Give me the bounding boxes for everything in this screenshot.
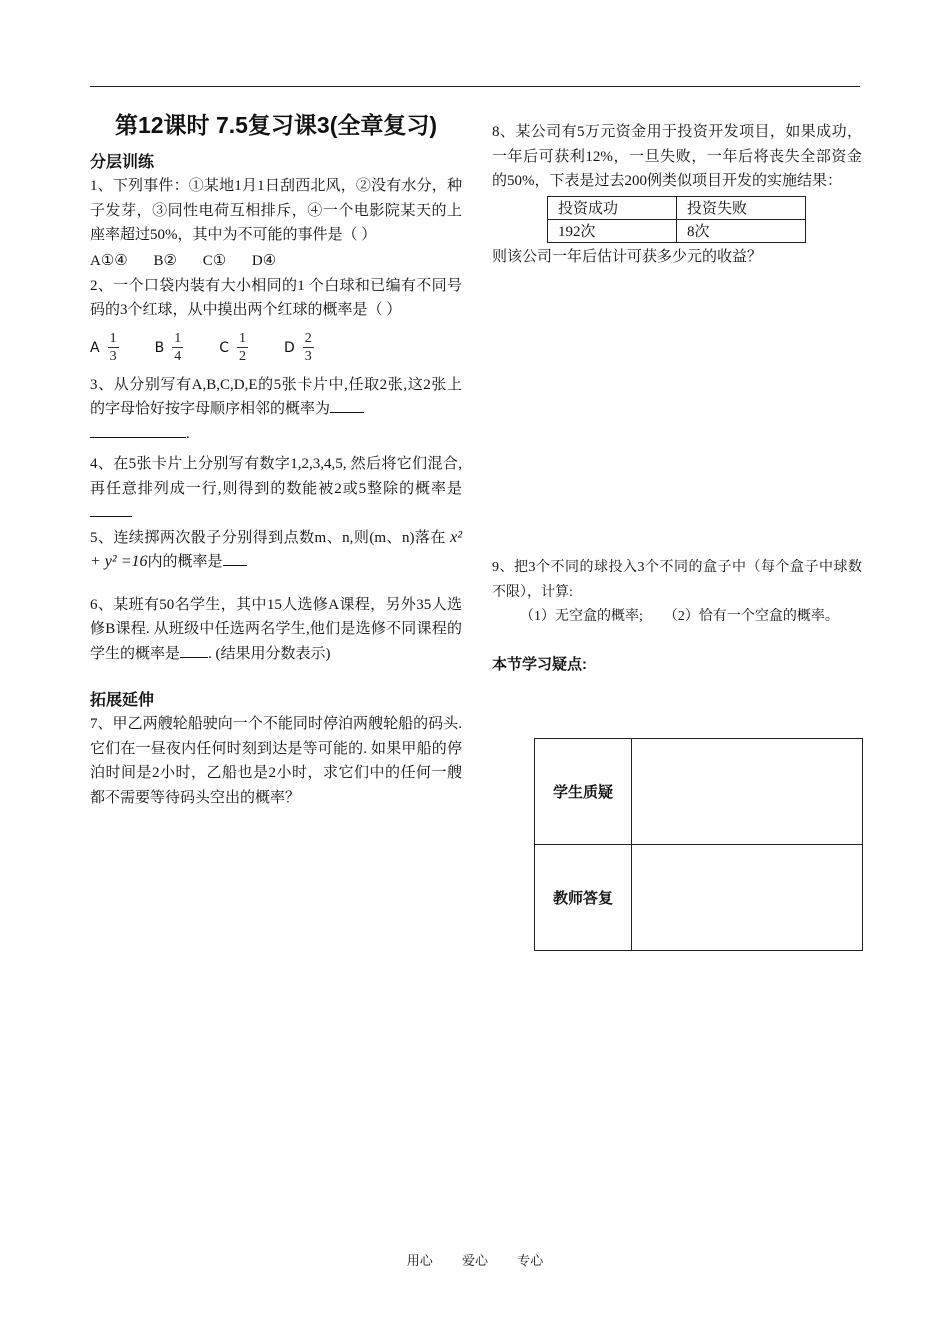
teacher-reply-label: 教师答复: [535, 845, 632, 951]
footer-item: 爱心: [461, 1253, 488, 1268]
left-column: [90, 100, 462, 810]
q6-answer-blank[interactable]: [180, 657, 208, 658]
table-row: [548, 196, 806, 219]
q2-option-a-label: A: [90, 339, 100, 356]
question-2: 2、一个口袋内装有大小相同的1 个白球和已编有不同号码的3个红球，从中摸出两个红球的概率是（ ）: [90, 277, 462, 318]
doubts-heading: 本节学习疑点:: [492, 655, 587, 673]
page-title: 第12课时 7.5复习课3(全章复习): [114, 112, 438, 138]
header-rule: [90, 86, 860, 87]
q1-option-b: B②: [153, 252, 177, 269]
question-8-prompt: 则该公司一年后估计可获多少元的收益？: [492, 248, 763, 265]
question-1: 1、下列事件：①某地1月1日刮西北风，②没有水分，种子发芽，③同性电荷互相排斥，④一个电影院某天的上座率超过50%，其中为不可能的事件是（ ）: [90, 178, 462, 243]
question-3: 3、从分别写有A,B,C,D,E的5张卡片中,任取2张,这2张上的字母恰好按字母顺序相邻的概率为 .: [90, 376, 462, 442]
q5-equation: x² + y² =16: [90, 528, 463, 570]
question-7: 7、甲乙两艘轮船驶向一个不能同时停泊两艘轮船的码头. 它们在一昼夜内任何时刻到达是等可能的. 如果甲船的停泊时间是2小时，乙船也是2小时，求它们中的任何一艘都不需要等待码头空出的概率？: [90, 716, 462, 806]
question-5: 5、连续掷两次骰子分别得到点数m、n,则(m、n)落在 x² + y² =16内的概率是: [90, 528, 463, 570]
question-8: 8、某公司有5万元资金用于投资开发项目，如果成功，一年后可获利12%，一旦失败，一年后将丧失全部资金的50%，下表是过去200例类似项目开发的实施结果：: [492, 124, 862, 189]
table-cell-success-count: 192次: [548, 219, 677, 242]
q2-option-d-fraction: $\frac{2}{3}$: [304, 331, 312, 364]
student-question-cell[interactable]: [632, 739, 863, 845]
doubts-table: [534, 738, 863, 951]
q5-answer-blank[interactable]: [223, 565, 247, 566]
question-9: 9、把3个不同的球投入3个不同的盒子中（每个盒子中球数不限），计算:: [492, 560, 862, 600]
table-header-failure: 投资失败: [677, 196, 806, 219]
question-1-options: [90, 248, 462, 274]
q3-answer-blank-2[interactable]: [90, 437, 186, 438]
q1-option-d: D④: [251, 252, 277, 269]
footer-item: 专心: [517, 1253, 544, 1268]
q2-option-b-fraction: $\frac{1}{4}$: [174, 331, 182, 364]
q1-option-a: A①④: [90, 252, 128, 269]
question-6: 6、某班有50名学生，其中15人选修A课程，另外35人选修B课程. 从班级中任选两名学生,他们是选修不同课程的学生的概率是 . (结果用分数表示): [90, 596, 462, 662]
teacher-reply-cell[interactable]: [632, 845, 863, 951]
table-cell-failure-count: 8次: [677, 219, 806, 242]
right-column: [492, 120, 862, 676]
q1-option-c: C①: [202, 252, 227, 269]
table-header-success: 投资成功: [548, 196, 677, 219]
q2-option-c-fraction: $\frac{1}{2}$: [238, 331, 246, 364]
question-4: 4、在5张卡片上分别写有数字1,2,3,4,5, 然后将它们混合,再任意排列成一行,则得到的数能被2或5整除的概率是: [90, 452, 462, 526]
page-footer: [0, 1250, 950, 1269]
table-row: [535, 845, 863, 951]
footer-item: 用心: [406, 1253, 433, 1268]
q2-option-b-label: B: [154, 339, 165, 356]
q8-results-table: [547, 196, 806, 243]
q3-answer-blank[interactable]: [330, 412, 364, 413]
q2-option-d-label: D: [283, 339, 295, 356]
student-question-label: 学生质疑: [535, 739, 632, 845]
question-2-options: [90, 325, 462, 371]
section-heading-layered-training: 分层训练: [90, 154, 155, 171]
q2-option-c-label: C: [219, 339, 229, 356]
q4-answer-blank[interactable]: [90, 516, 132, 517]
question-9-subparts: （1）无空盒的概率; （2）恰有一个空盒的概率。: [520, 609, 839, 624]
table-row: [535, 739, 863, 845]
table-row: [548, 219, 806, 242]
q2-option-a-fraction: $\frac{1}{3}$: [109, 331, 117, 364]
section-heading-extension: 拓展延伸: [90, 692, 155, 709]
